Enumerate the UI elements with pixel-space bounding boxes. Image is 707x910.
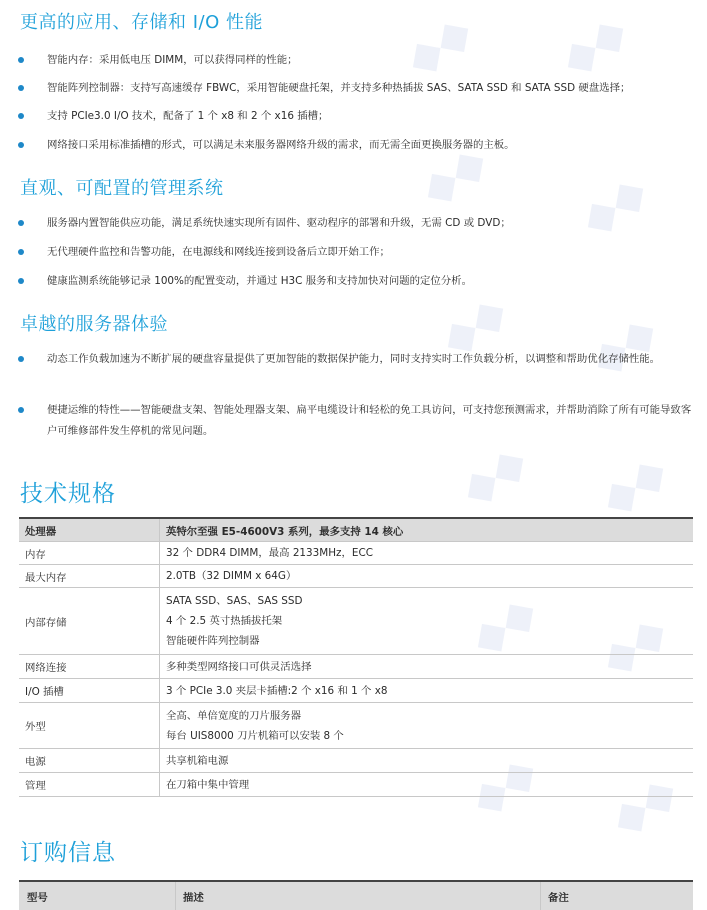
bullet-icon: [18, 220, 24, 226]
bullet-icon: [18, 407, 24, 413]
table-cell-value: 32 个 DDR4 DIMM，最高 2133MHz，ECC: [160, 542, 694, 565]
table-row: [19, 655, 693, 679]
table-row: [19, 679, 693, 703]
table-cell-value: 3 个 PCIe 3.0 夹层卡插槽:2 个 x16 和 1 个 x8: [160, 679, 694, 703]
table-cell-value: 共享机箱电源: [160, 749, 694, 773]
table-cell-label: 外型: [19, 703, 160, 749]
bullet-icon: [18, 85, 24, 91]
table-cell-value: 2.0TB（32 DIMM x 64G）: [160, 565, 694, 588]
bullet-icon: [18, 57, 24, 63]
table-cell-value: 在刀箱中集中管理: [160, 773, 694, 797]
table-row: [19, 565, 693, 588]
column-header-remarks: 备注: [548, 892, 569, 904]
bullet-item: 网络接口采用标准插槽的形式，可以满足未来服务器网络升级的需求，而无需全面更换服务器的主板。: [18, 135, 694, 156]
bullet-item: 支持 PCIe3.0 I/O 技术，配备了 1 个 x8 和 2 个 x16 插槽；: [18, 106, 694, 127]
column-header-description: 描述: [183, 892, 204, 904]
ordering-table-header: [19, 880, 693, 910]
bullet-item: 健康监测系统能够记录 100%的配置变动，并通过 H3C 服务和支持加快对问题的定位分析。: [18, 271, 694, 292]
table-row: [19, 542, 693, 565]
section-title-management: 直观、可配置的管理系统: [20, 178, 224, 199]
table-cell-label: I/O 插槽: [19, 679, 160, 703]
table-cell-label: 内存: [19, 542, 160, 565]
column-divider: [540, 882, 541, 910]
table-cell-label: 内部存储: [19, 588, 160, 655]
bullet-item: 无代理硬件监控和告警功能，在电源线和网线连接到设备后立即开始工作；: [18, 242, 694, 263]
table-cell-label: 网络连接: [19, 655, 160, 679]
table-row: [19, 773, 693, 797]
table-row: [19, 703, 693, 749]
table-cell-label: 管理: [19, 773, 160, 797]
column-divider: [175, 882, 176, 910]
table-row: [19, 749, 693, 773]
bullet-item: 服务器内置智能供应功能，满足系统快速实现所有固件、驱动程序的部署和升级，无需 CD 或 DVD；: [18, 213, 694, 234]
specs-table: [19, 517, 693, 797]
section-title-performance: 更高的应用、存储和 I/O 性能: [20, 12, 263, 33]
specs-title: 技术规格: [20, 481, 116, 507]
bullet-item: 便捷运维的特性——智能硬盘支架、智能处理器支架、扁平电缆设计和轻松的免工具访问，可支持您预测需求，并帮助消除了所有可能导致客户可维修部件发生停机的常见问题。: [18, 400, 694, 442]
datasheet-page: ◆◆ ◆◆ ◆◆ ◆◆ ◆◆ ◆◆ ◆◆ ◆◆ ◆◆ ◆◆ ◆◆ ◆◆ 更高的应用、存储和 I/O 性能 智能内存：采用低电压 DIMM，可以获得同样的性能； 智能阵列控制器：支持写高速缓存 FBWC，采用智能硬盘托架，并支持多种热插拔 SAS、SATA SSD 和 SATA SSD 硬盘选择； 支持 PCIe3.0 I/O 技术，配备了 1 个 x8 和 2 个 x16 插槽； 网络接口采用标准插槽的形式，可以满足未来服务器网络升级的需求，而无需全面更换服务器的主板。 直观、可配置的管理系统 服务器内置智能供应功能，满足系统快速实现所有固件、驱动程序的部署和升级，无需 CD 或 DVD； 无代理硬件监控和告警功能，在电源线和网线连接到设备后立即开始工作； 健康监测系统能够记录 100%的配置变动，并通过 H3C 服务和支持加快对问题的定位分析。 卓越的服务器体验 动态工作负载加速为不断扩展的硬盘容量提供了更加智能的数据保护能力，同时支持实时工作负载分析，以调整和帮助优化存储性能。 便捷运维的特性——智能硬盘支架、智能处理器支架、扁平电缆设计和轻松的免工具访问，可支持您预测需求，并帮助消除了所有可能导致客户可维修部件发生停机的常见问题。 技术规格 处理器 英特尔至强 E5-4600V3 系列，最多支持 14 核心 内存 32 个 DDR4 DIMM，最高 2133MHz，ECC 最大内存 2.0TB（32 DIMM x 64G） 内部存储 SATA SSD、SAS、SAS SSD 4 个 2.5 英寸热插拔托架 智能硬件阵列控制器 网络连接 多种类型网络接口可供灵活选择 I/O 插槽 3 个 PCIe 3.0 夹层卡插槽:2 个 x16 和 1 个 x8 外型 全高、单倍宽度的刀片服务器 每台 UIS8000 刀片机箱可以安装 8 个 电源 共享机箱电源 管理 在刀箱中集中管理 订购信息 型号 描述 备注: [0, 0, 707, 908]
table-cell-value: 英特尔至强 E5-4600V3 系列，最多支持 14 核心: [160, 518, 694, 542]
bullet-icon: [18, 113, 24, 119]
table-cell-value: SATA SSD、SAS、SAS SSD 4 个 2.5 英寸热插拔托架 智能硬件阵列控制器: [160, 588, 694, 655]
bullet-icon: [18, 278, 24, 284]
bullet-icon: [18, 249, 24, 255]
table-cell-label: 电源: [19, 749, 160, 773]
bullet-item: 智能阵列控制器：支持写高速缓存 FBWC，采用智能硬盘托架，并支持多种热插拔 SAS、SATA SSD 和 SATA SSD 硬盘选择；: [18, 78, 694, 99]
table-row: [19, 588, 693, 655]
table-header-row: [19, 518, 693, 542]
table-cell-label: 最大内存: [19, 565, 160, 588]
section-title-experience: 卓越的服务器体验: [20, 314, 168, 335]
table-cell-value: 多种类型网络接口可供灵活选择: [160, 655, 694, 679]
column-header-model: 型号: [27, 892, 48, 904]
ordering-title: 订购信息: [20, 840, 116, 866]
table-cell-value: 全高、单倍宽度的刀片服务器 每台 UIS8000 刀片机箱可以安装 8 个: [160, 703, 694, 749]
bullet-icon: [18, 142, 24, 148]
bullet-item: 智能内存：采用低电压 DIMM，可以获得同样的性能；: [18, 50, 694, 71]
bullet-item: 动态工作负载加速为不断扩展的硬盘容量提供了更加智能的数据保护能力，同时支持实时工作负载分析，以调整和帮助优化存储性能。: [18, 349, 694, 370]
bullet-icon: [18, 356, 24, 362]
table-cell-label: 处理器: [19, 518, 160, 542]
